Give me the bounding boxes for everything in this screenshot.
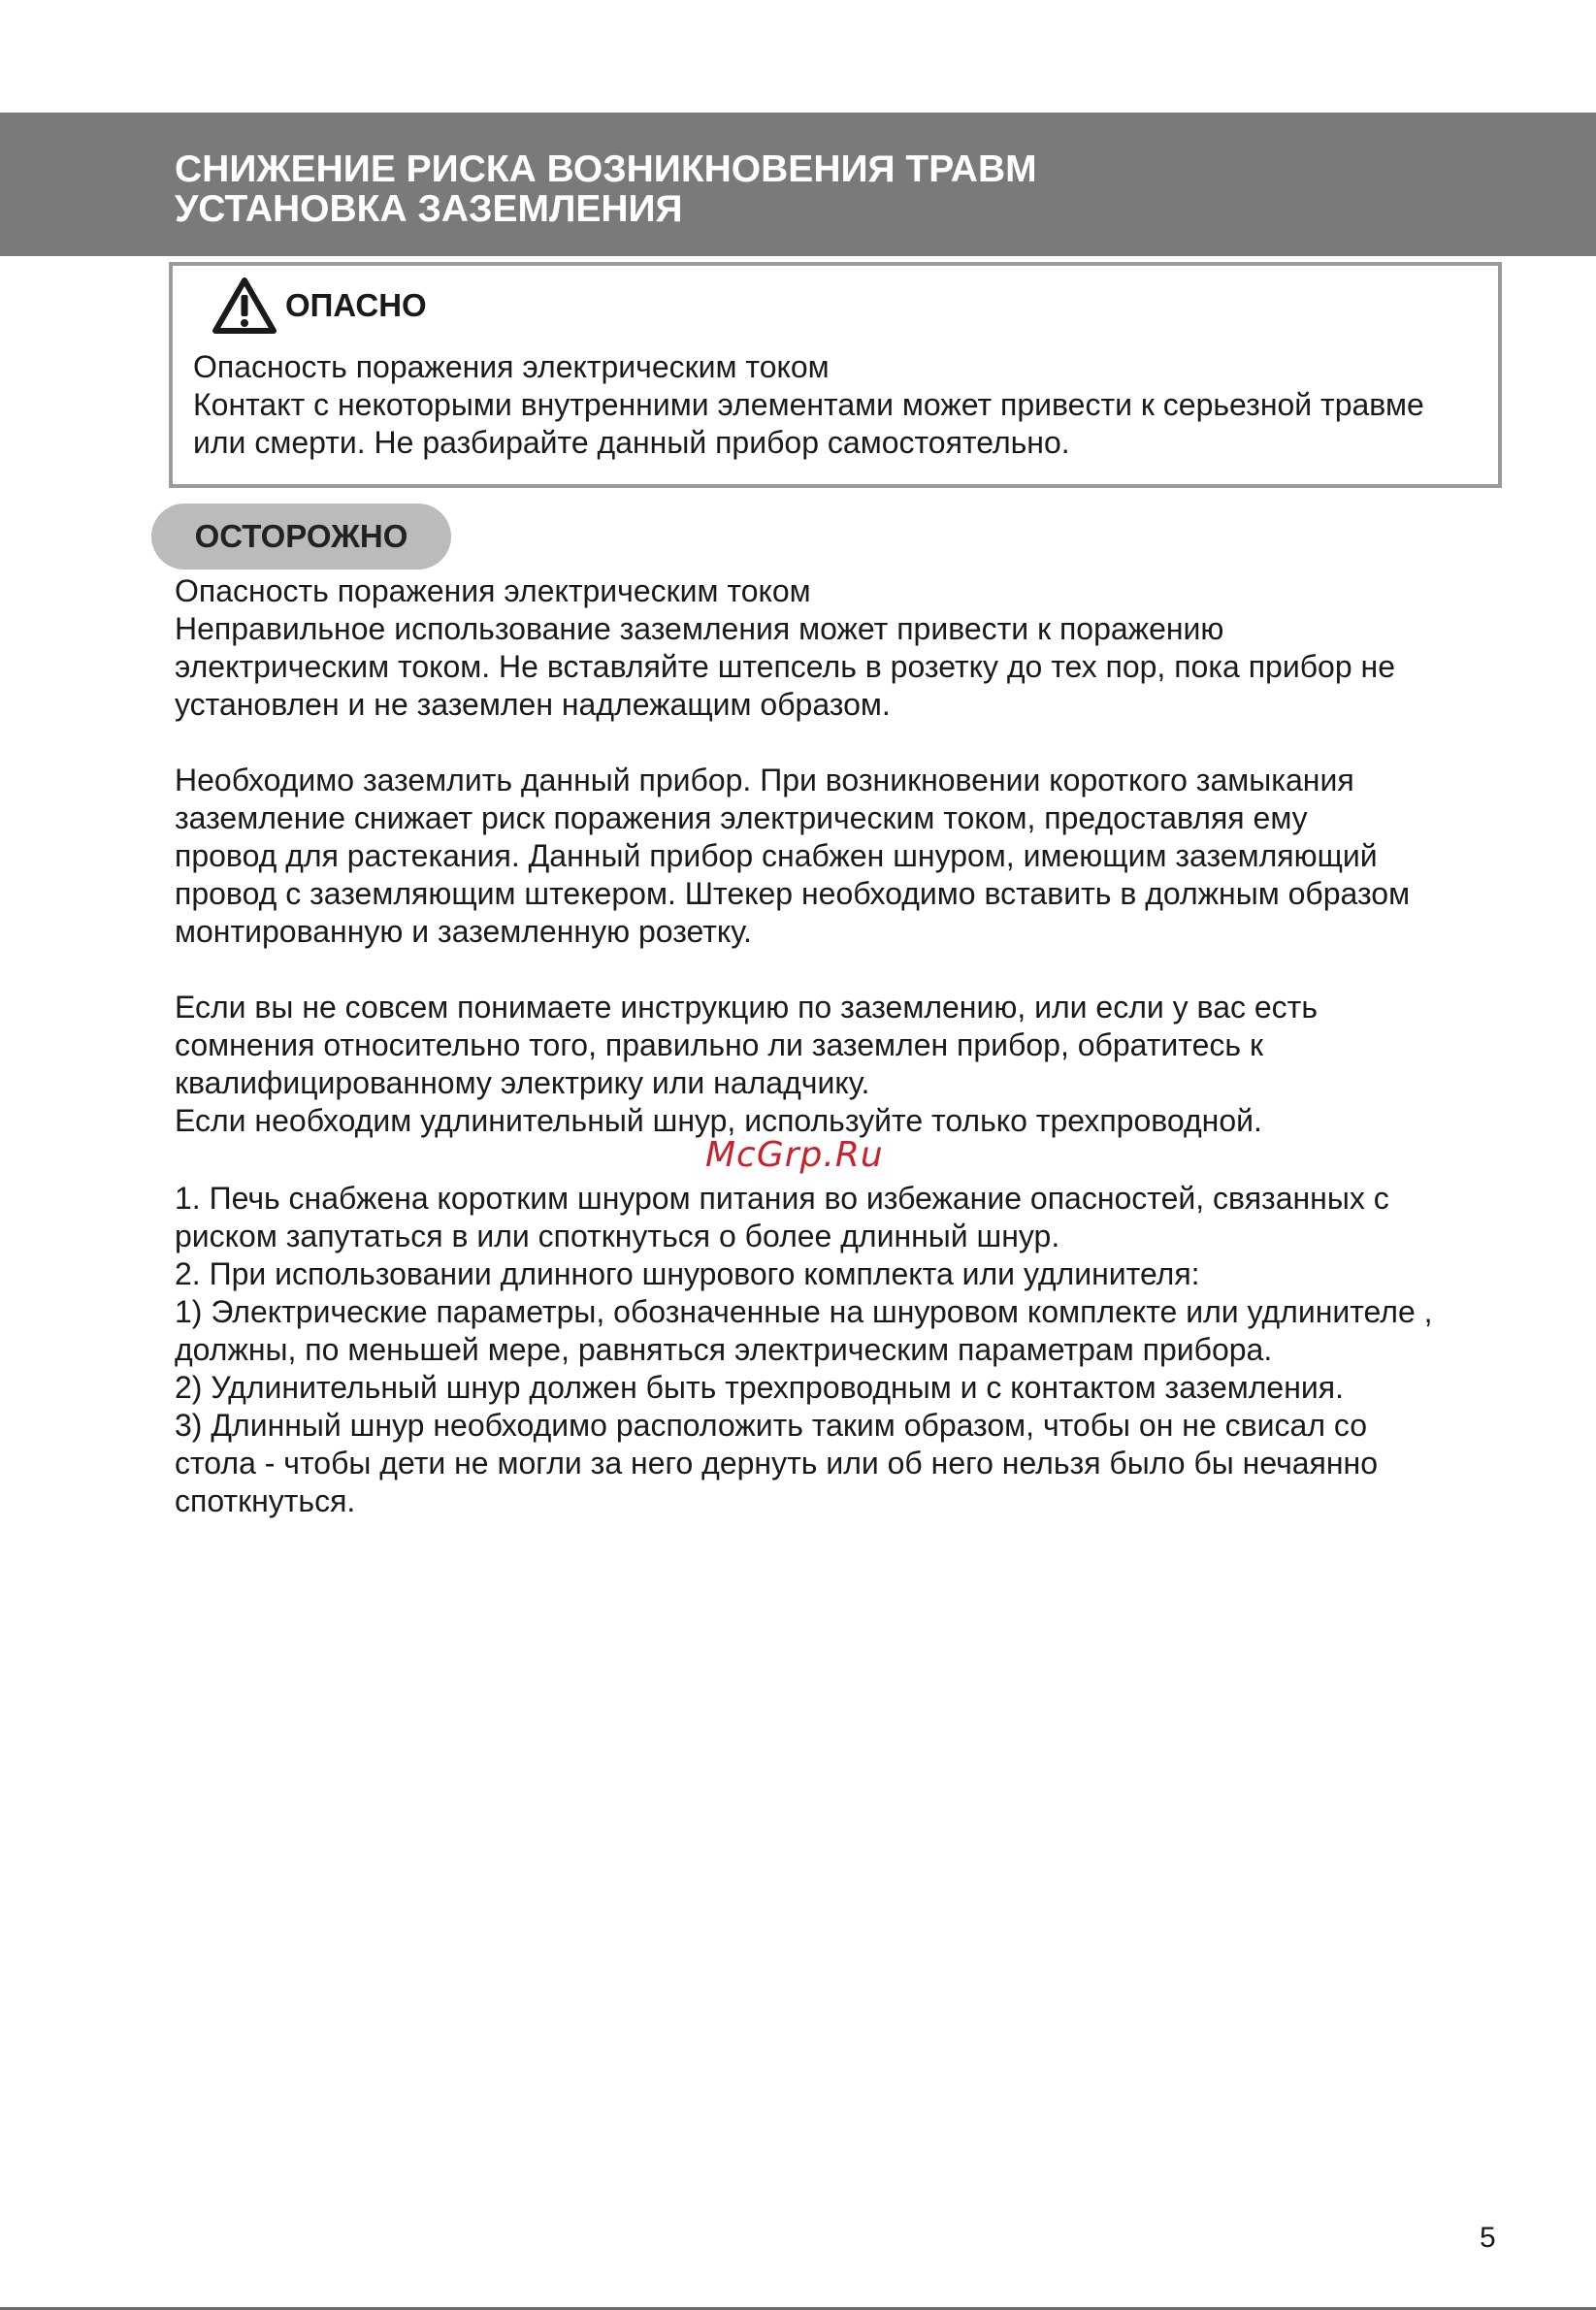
caution-paragraph-3	[175, 989, 1552, 1140]
text-line: Необходимо заземлить данный прибор. При возникновении короткого замыкания	[175, 763, 1354, 797]
list-item: 2) Удлинительный шнур должен быть трехпроводным и с контактом заземления.	[175, 1370, 1344, 1405]
caution-text	[175, 572, 1552, 1140]
list-item: споткнуться.	[175, 1483, 356, 1518]
numbered-instructions	[175, 1180, 1552, 1520]
text-line: Если необходим удлинительный шнур, используйте только трехпроводной.	[175, 1103, 1262, 1138]
caution-paragraph-1	[175, 572, 1552, 724]
text-line: монтированную и заземленную розетку.	[175, 914, 752, 949]
danger-line: Контакт с некоторыми внутренними элементами может привести к серьезной травме	[193, 387, 1424, 422]
text-line: сомнения относительно того, правильно ли заземлен прибор, обратитесь к	[175, 1027, 1263, 1062]
text-line: установлен и не заземлен надлежащим образом.	[175, 687, 891, 722]
text-line: Неправильное использование заземления может привести к поражению	[175, 611, 1224, 646]
danger-notice-box	[169, 262, 1502, 488]
text-line: провод с заземляющим штекером. Штекер необходимо вставить в должным образом	[175, 876, 1411, 911]
danger-label: ОПАСНО	[285, 287, 427, 323]
list-item: 3) Длинный шнур необходимо расположить таким образом, чтобы он не свисал со	[175, 1408, 1368, 1443]
text-line: заземление снижает риск поражения электрическим током, предоставляя ему	[175, 800, 1308, 835]
warning-triangle-icon	[212, 277, 277, 335]
text-line: Если вы не совсем понимаете инструкцию по заземлению, или если у вас есть	[175, 990, 1318, 1025]
watermark-text: McGrp.Ru	[705, 1135, 884, 1175]
list-item: 1. Печь снабжена коротким шнуром питания во избежание опасностей, связанных с	[175, 1181, 1389, 1216]
danger-line: Опасность поражения электрическим током	[193, 349, 830, 384]
caution-badge	[151, 504, 451, 569]
danger-text	[193, 348, 1493, 462]
page-title-line-2: УСТАНОВКА ЗАЗЕМЛЕНИЯ	[175, 188, 683, 230]
page-title	[175, 149, 1037, 229]
caution-paragraph-2	[175, 762, 1552, 951]
header-band	[0, 113, 1596, 256]
text-line: провод для растекания. Данный прибор снабжен шнуром, имеющим заземляющий	[175, 838, 1378, 873]
text-line: Опасность поражения электрическим током	[175, 573, 811, 608]
danger-line: или смерти. Не разбирайте данный прибор самостоятельно.	[193, 425, 1070, 460]
list-item: должны, по меньшей мере, равняться электрическим параметрам прибора.	[175, 1332, 1273, 1367]
page-title-line-1: СНИЖЕНИЕ РИСКА ВОЗНИКНОВЕНИЯ ТРАВМ	[175, 148, 1037, 190]
list-item: 1) Электрические параметры, обозначенные на шнуровом комплекте или удлинителе ,	[175, 1294, 1433, 1329]
text-line: электрическим током. Не вставляйте штепсель в розетку до тех пор, пока прибор не	[175, 649, 1395, 684]
danger-heading	[212, 272, 427, 340]
list-item: риском запутаться в или споткнуться о более длинный шнур.	[175, 1219, 1060, 1253]
list-item: стола - чтобы дети не могли за него дернуть или об него нельзя было бы нечаянно	[175, 1446, 1379, 1480]
caution-label: ОСТОРОЖНО	[194, 518, 408, 554]
text-line: квалифицированному электрику или наладчику.	[175, 1065, 870, 1100]
list-item: 2. При использовании длинного шнурового комплекта или удлинителя:	[175, 1256, 1200, 1291]
page-number: 5	[1480, 2222, 1496, 2254]
